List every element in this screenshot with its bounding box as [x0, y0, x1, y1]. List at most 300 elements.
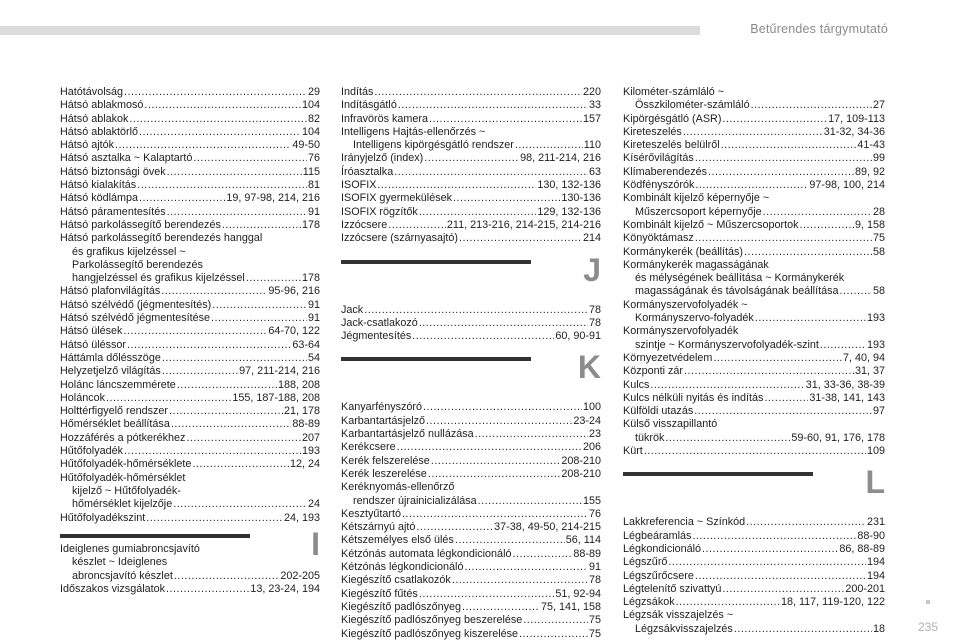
entry-pages: 51, 92-94: [555, 587, 601, 600]
dot-leader: [453, 192, 560, 205]
index-entry: [60, 126, 320, 139]
entry-pages: 31-38, 141, 143: [809, 391, 885, 404]
dot-leader: [186, 432, 301, 445]
entry-pages: 24: [307, 498, 320, 511]
index-entry: [60, 458, 320, 471]
dot-leader: [755, 312, 866, 325]
entry-term: Kerék leszerelése: [341, 467, 427, 480]
entries-K: [341, 401, 601, 640]
entry-pages: 200-201: [845, 582, 885, 595]
index-entry: [60, 570, 320, 583]
entry-term: Hátsó ajtók: [60, 139, 115, 152]
index-column-1: [60, 86, 320, 525]
index-entry: [60, 352, 320, 365]
index-entry: [623, 113, 885, 126]
index-entry: [341, 468, 601, 481]
entry-term: és mélységének beállítása ~ Kormánykerék: [635, 272, 845, 285]
entry-term: abroncsjavító készlet: [72, 569, 173, 582]
entry-term: Kerékcsere: [341, 441, 396, 454]
dot-leader: [137, 179, 307, 192]
dot-leader: [746, 516, 866, 529]
entry-term: Hátsó üléssor: [60, 338, 127, 351]
entry-term: Légzsákok: [623, 596, 675, 609]
index-entry: [60, 86, 320, 99]
dot-leader: [124, 86, 307, 99]
index-entry: [623, 365, 885, 378]
section-letter: L: [865, 464, 885, 501]
dot-leader: [169, 405, 283, 418]
index-entry: [623, 259, 885, 272]
entry-term: Infravörös kamera: [341, 112, 429, 125]
entry-term: Hátsó biztonsági övek: [60, 165, 166, 178]
index-entry: [60, 472, 320, 485]
entry-term: Kétszárnyú ajtó: [341, 521, 416, 534]
dot-leader: [106, 392, 231, 405]
entry-pages: 13, 23-24, 194: [250, 582, 320, 595]
entry-pages: 7, 40, 94: [842, 351, 885, 364]
entry-pages: 91: [307, 298, 320, 311]
entry-term: Légszűrőcsere: [623, 569, 694, 582]
section-letter: I: [311, 526, 320, 562]
entry-pages: 91: [307, 205, 320, 218]
index-entry: [60, 405, 320, 418]
index-entry: [623, 246, 885, 259]
index-entry: [60, 179, 320, 192]
entry-term: Kombinált kijelző képernyője ~: [623, 192, 770, 205]
entry-pages: 220: [582, 86, 601, 98]
dot-leader: [478, 495, 582, 508]
entry-term: Hátsó ablakmosó: [60, 99, 144, 112]
dot-leader: [694, 405, 872, 418]
index-entry: [623, 232, 885, 245]
entry-pages: 130, 132-136: [537, 179, 601, 192]
entry-pages: 99: [872, 152, 885, 165]
entry-pages: 88-89: [573, 547, 601, 560]
entry-term: Irányjelző (index): [341, 152, 424, 165]
dot-leader: [512, 548, 572, 561]
dot-leader: [683, 126, 823, 139]
entry-term: szintje ~ Kormányszervofolyadék-szint: [635, 338, 819, 351]
index-entry: [341, 548, 601, 561]
entry-term: Légzsák visszajelzés ~: [623, 609, 734, 622]
entry-pages: 104: [301, 99, 320, 112]
section-rule: [623, 472, 813, 476]
dot-leader: [162, 352, 307, 365]
dot-leader: [246, 272, 301, 285]
index-entry: [60, 543, 320, 556]
entry-term: Kormánykerék magasságának: [623, 258, 769, 271]
entry-pages: 208-210: [561, 454, 601, 467]
index-entry: [60, 432, 320, 445]
dot-leader: [167, 166, 302, 179]
dot-leader: [115, 139, 291, 152]
dot-leader: [839, 285, 872, 298]
index-entry: [60, 445, 320, 458]
entry-term: Hátsó ablaktörlő: [60, 125, 139, 138]
entry-term: Kilométer-számláló ~: [623, 86, 725, 98]
entry-term: Légzsákvisszajelzés: [635, 622, 733, 635]
dot-leader: [452, 574, 588, 587]
index-entry: [623, 139, 885, 152]
index-entry: [341, 415, 601, 428]
dot-leader: [192, 458, 289, 471]
dot-leader: [174, 570, 280, 583]
index-entry: [341, 428, 601, 441]
index-entry: [341, 521, 601, 534]
entry-pages: 21, 178: [283, 405, 320, 418]
dot-leader: [424, 152, 519, 165]
entry-pages: 76: [307, 152, 320, 165]
index-entry: [60, 285, 320, 298]
entry-term: hangjelzéssel és grafikus kijelzéssel: [72, 272, 245, 285]
entry-term: Izzócsere: [341, 218, 388, 231]
dot-leader: [211, 312, 307, 325]
entry-term: és grafikus kijelzéssel ~: [72, 245, 186, 258]
index-entry: [623, 126, 885, 139]
section-header-J: [341, 246, 601, 304]
index-entry: [60, 299, 320, 312]
entry-pages: 31-32, 34-36: [823, 125, 885, 138]
entry-pages: 75: [588, 627, 601, 640]
section-header-K: [341, 343, 601, 401]
entry-pages: 193: [301, 445, 320, 458]
index-entry: [623, 516, 885, 529]
entry-pages: 98, 211-214, 216: [520, 152, 601, 165]
entry-pages: 63-64: [292, 338, 320, 351]
index-entry: [623, 405, 885, 418]
index-entry: [341, 126, 601, 139]
dot-leader: [650, 379, 804, 392]
dot-leader: [462, 601, 540, 614]
entry-term: hőmérséklet kijelzője: [72, 498, 173, 511]
index-column-1-lower: [60, 543, 320, 596]
dot-leader: [123, 325, 267, 338]
entry-term: Izzócsere (szárnyasajtó): [341, 232, 459, 245]
entry-term: Kanyarfényszóró: [341, 401, 423, 414]
entry-pages: 64-70, 122: [268, 325, 320, 338]
index-entry: [623, 623, 885, 636]
entry-term: Hozzáférés a pótkerékhez: [60, 431, 186, 444]
entry-term: Hűtőfolyadék-hőmérséklet: [60, 471, 186, 484]
index-entry: [341, 192, 601, 205]
entry-pages: 58: [872, 285, 885, 298]
entry-pages: 130-136: [561, 192, 601, 205]
entry-pages: 97: [872, 405, 885, 418]
entry-pages: 155, 187-188, 208: [232, 391, 320, 404]
dot-leader: [459, 232, 582, 245]
entry-term: Légszűrő: [623, 556, 668, 569]
index-entry: [341, 99, 601, 112]
index-entry: [341, 601, 601, 614]
dot-leader: [464, 561, 588, 574]
entry-term: Kerék felszerelése: [341, 454, 430, 467]
entry-pages: 206: [582, 441, 601, 454]
index-entry: [60, 219, 320, 232]
dot-leader: [695, 179, 808, 192]
dot-leader: [167, 206, 307, 219]
entry-term: Környezetvédelem: [623, 351, 713, 364]
index-entry: [341, 139, 601, 152]
entry-pages: 58: [872, 245, 885, 258]
dot-leader: [665, 432, 790, 445]
index-entry: [623, 179, 885, 192]
entry-pages: 54: [307, 351, 320, 364]
index-entry: [341, 152, 601, 165]
index-entry: [341, 206, 601, 219]
index-entry: [341, 304, 601, 317]
entry-pages: 63: [588, 165, 601, 178]
index-entry: [60, 392, 320, 405]
entry-term: kijelző ~ Hűtőfolyadék-: [72, 484, 181, 497]
entry-pages: 193: [866, 312, 885, 325]
page-number: 235: [917, 620, 938, 634]
index-entry: [341, 534, 601, 547]
index-entry: [60, 206, 320, 219]
index-entry: [623, 432, 885, 445]
dot-leader: [394, 166, 588, 179]
entry-pages: 17, 109-113: [828, 112, 885, 125]
entry-pages: 97, 211-214, 216: [239, 365, 320, 378]
entry-term: Holáncok: [60, 391, 106, 404]
index-entry: [60, 379, 320, 392]
index-entry: [341, 219, 601, 232]
entry-pages: 75: [872, 232, 885, 245]
index-entry: [623, 192, 885, 205]
index-entry: [623, 352, 885, 365]
index-entry: [60, 99, 320, 112]
index-entry: [623, 339, 885, 352]
dot-leader: [475, 428, 588, 441]
entry-term: Hátsó szélvédő (jégmentesítés): [60, 298, 212, 311]
dot-leader: [668, 556, 866, 569]
index-entry: [60, 365, 320, 378]
entry-term: Összkilométer-számláló: [635, 99, 750, 112]
entries-K-cont: [623, 86, 885, 458]
index-entry: [60, 139, 320, 152]
entry-pages: 86, 88-89: [839, 542, 885, 555]
index-entry: [341, 166, 601, 179]
index-entry: [341, 401, 601, 414]
dot-leader: [212, 299, 307, 312]
index-entry: [623, 99, 885, 112]
entry-term: Könyöktámasz: [623, 232, 694, 245]
entry-term: Intelligens kipörgésgátló rendszer: [353, 139, 514, 152]
dot-leader: [692, 530, 856, 543]
entry-term: ISOFIX rögzítők: [341, 205, 418, 218]
entry-pages: 27: [872, 99, 885, 112]
entry-pages: 88-90: [857, 529, 885, 542]
entry-term: Kormányszervofolyadék ~: [623, 298, 748, 311]
entry-term: Hűtőfolyadékszint: [60, 511, 146, 524]
entry-term: Kipörgésgátló (ASR): [623, 112, 722, 125]
entry-pages: 75, 141, 158: [540, 600, 601, 613]
section-rule: [341, 260, 531, 264]
index-entry: [623, 418, 885, 431]
entry-term: Jégmentesítés: [341, 330, 412, 343]
entry-term: Kulcs nélküli nyitás és indítás: [623, 391, 764, 404]
entry-pages: 18, 117, 119-120, 122: [780, 596, 885, 609]
section-rule: [341, 357, 531, 361]
entry-term: Háttámla dőlésszöge: [60, 351, 161, 364]
entry-term: Ideiglenes gumiabroncsjavító: [60, 543, 200, 555]
entries-I: [341, 86, 601, 246]
dot-leader: [419, 317, 588, 330]
dot-leader: [695, 570, 866, 583]
entry-term: Kireteszelés belülről: [623, 139, 720, 152]
entry-term: Kesztyűtartó: [341, 507, 402, 520]
entry-pages: 31, 33-36, 38-39: [805, 378, 885, 391]
index-entry: [60, 232, 320, 245]
dot-leader: [419, 206, 537, 219]
entry-term: Kísérővilágítás: [623, 152, 694, 165]
entry-term: Hátsó páramentesítés: [60, 205, 166, 218]
index-entry: [341, 317, 601, 330]
page-marker-dot: [926, 600, 930, 604]
index-entry: [623, 325, 885, 338]
dot-leader: [377, 179, 536, 192]
entry-term: Hátsó asztalka ~ Kalaptartó: [60, 152, 193, 165]
entry-term: Holánc láncszemmérete: [60, 378, 176, 391]
index-entry: [341, 574, 601, 587]
entry-term: Lakkreferencia ~ Színkód: [623, 516, 746, 529]
entry-pages: 23-24: [573, 414, 601, 427]
index-entry: [60, 583, 320, 596]
entry-pages: 18: [872, 622, 885, 635]
index-entry: [341, 232, 601, 245]
entry-term: Kormányszervofolyadék: [623, 325, 739, 338]
index-entry: [623, 272, 885, 285]
entry-term: Ködfényszórók: [623, 179, 695, 192]
entry-term: Keréknyomás-ellenőrző: [341, 481, 455, 494]
dot-leader: [695, 232, 872, 245]
entry-term: Hűtőfolyadék: [60, 445, 124, 458]
entry-term: Időszakos vizsgálatok: [60, 582, 166, 595]
entry-pages: 193: [866, 338, 885, 351]
index-entry: [60, 339, 320, 352]
entry-pages: 157: [582, 112, 601, 125]
entry-pages: 194: [866, 569, 885, 582]
entry-pages: 88-89: [292, 418, 320, 431]
entry-pages: 81: [307, 179, 320, 192]
entry-pages: 82: [307, 112, 320, 125]
entry-term: Hátsó ülések: [60, 325, 123, 338]
index-entry: [623, 312, 885, 325]
entry-term: Helyzetjelző világítás: [60, 365, 161, 378]
index-entry: [623, 570, 885, 583]
entry-term: Kiegészítő padlószőnyeg beszerelése: [341, 614, 523, 627]
entry-pages: 19, 97-98, 214, 216: [226, 192, 320, 205]
entry-pages: 97-98, 100, 214: [809, 179, 885, 192]
entry-term: Jack: [341, 303, 364, 316]
dot-leader: [139, 126, 301, 139]
dot-leader: [734, 623, 872, 636]
entry-term: Kireteszelés: [623, 125, 682, 138]
dot-leader: [139, 192, 225, 205]
index-entry: [60, 498, 320, 511]
entry-term: Hűtőfolyadék-hőmérséklete: [60, 458, 192, 471]
entry-term: tükrök: [635, 431, 665, 444]
index-entry: [623, 596, 885, 609]
dot-leader: [398, 99, 588, 112]
dot-leader: [388, 219, 446, 232]
entry-pages: 12, 24: [289, 458, 320, 471]
index-entry: [60, 485, 320, 498]
entry-term: készlet ~ Ideiglenes: [72, 556, 168, 569]
entry-term: magasságának és távolságának beállítása: [635, 285, 839, 298]
entry-term: Műszercsoport képernyője: [635, 205, 762, 218]
dot-leader: [416, 521, 493, 534]
entry-pages: 33: [588, 99, 601, 112]
entry-term: Kétzónás automata légkondicionáló: [341, 547, 512, 560]
index-entry: [623, 166, 885, 179]
index-column-2: [341, 86, 601, 641]
dot-leader: [166, 583, 249, 596]
index-entry: [60, 113, 320, 126]
dot-leader: [428, 468, 561, 481]
dot-leader: [523, 614, 588, 627]
entry-term: Kétszemélyes első ülés: [341, 534, 454, 547]
entry-pages: 91: [588, 561, 601, 574]
dot-leader: [171, 418, 292, 431]
index-entry: [60, 556, 320, 569]
entry-pages: 115: [302, 165, 320, 178]
dot-leader: [519, 628, 588, 641]
index-entry: [60, 325, 320, 338]
index-entry: [60, 192, 320, 205]
entry-term: Indítás: [341, 86, 374, 98]
entry-pages: 95-96, 216: [268, 285, 320, 298]
entry-term: Kiegészítő padlószőnyeg kiszerelése: [341, 627, 519, 640]
dot-leader: [644, 445, 866, 458]
section-letter: K: [577, 349, 601, 386]
entry-pages: 100: [582, 401, 601, 414]
dot-leader: [713, 352, 842, 365]
dot-leader: [429, 113, 582, 126]
entry-pages: 211, 213-216, 214-215, 214-216: [446, 218, 601, 231]
entry-term: Légbeáramlás: [623, 529, 692, 542]
index-entry: [60, 259, 320, 272]
entry-pages: 9, 158: [854, 218, 885, 231]
section-header-L: [623, 458, 885, 516]
index-entry: [341, 495, 601, 508]
index-entry: [60, 166, 320, 179]
entry-pages: 188, 208: [277, 378, 320, 391]
entry-term: Kormányszervo-folyadék: [635, 312, 754, 325]
dot-leader: [676, 596, 780, 609]
entry-term: Hatótávolság: [60, 86, 124, 98]
entry-term: Kiegészítő fűtés: [341, 587, 418, 600]
index-entry: [623, 86, 885, 99]
dot-leader: [763, 206, 872, 219]
entry-pages: 214: [582, 232, 601, 245]
index-entry: [623, 583, 885, 596]
entry-term: Kulcs: [623, 378, 650, 391]
index-entry: [341, 561, 601, 574]
index-entry: [341, 455, 601, 468]
dot-leader: [431, 455, 561, 468]
index-entry: [623, 299, 885, 312]
entry-term: Külföldi utazás: [623, 405, 694, 418]
index-entry: [623, 530, 885, 543]
dot-leader: [423, 401, 582, 414]
index-entry: [623, 543, 885, 556]
entries-J: [341, 304, 601, 344]
dot-leader: [722, 583, 844, 596]
dot-leader: [515, 139, 583, 152]
entry-pages: 31, 37: [854, 365, 885, 378]
entry-term: Hátsó ablakok: [60, 112, 129, 125]
index-entry: [341, 628, 601, 641]
